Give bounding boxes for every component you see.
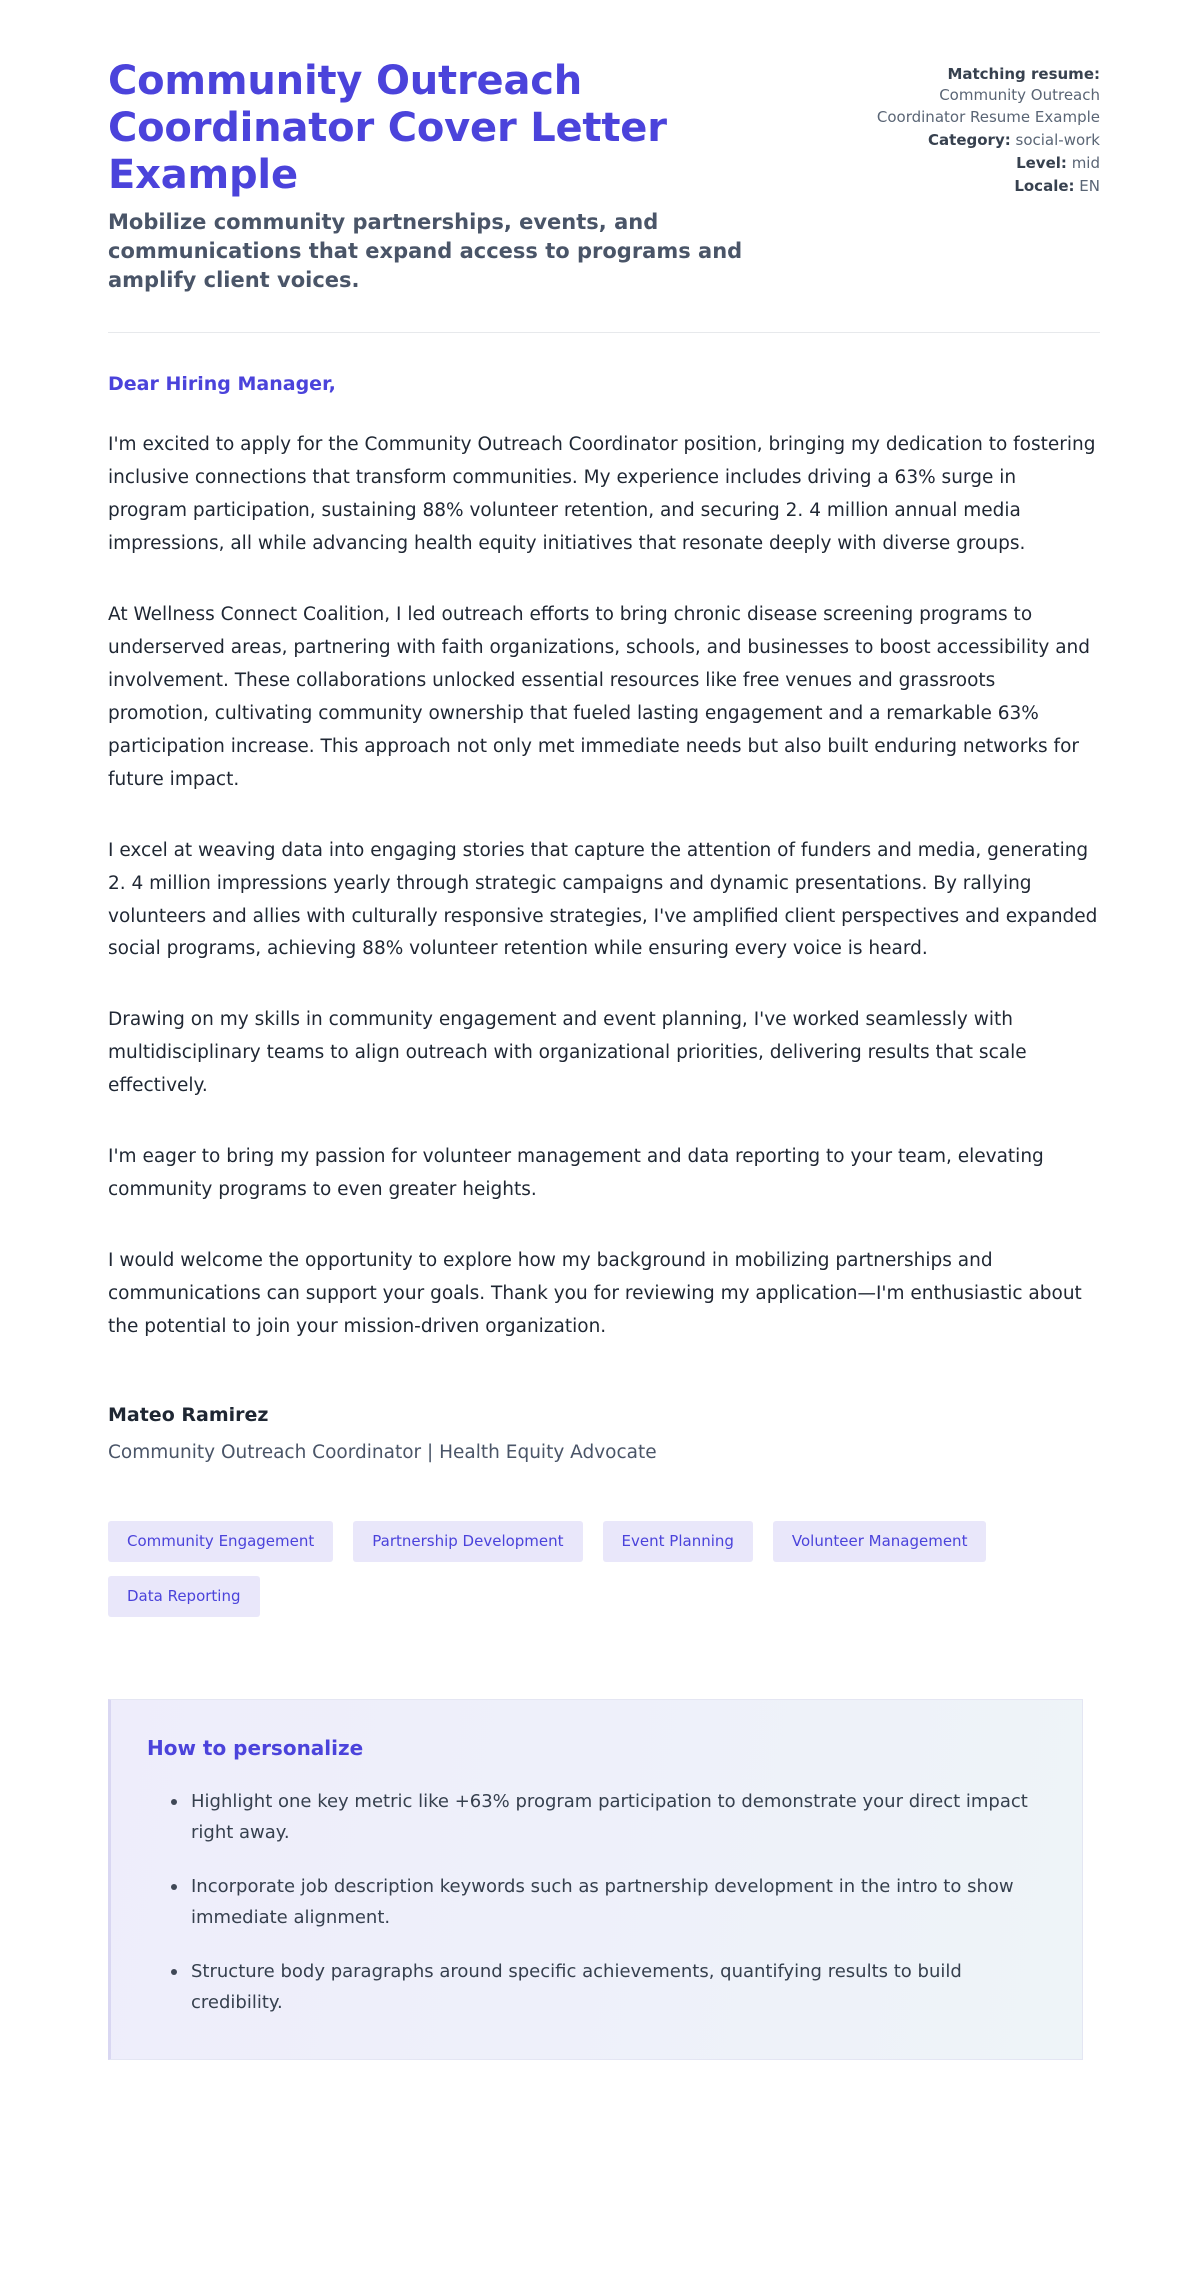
skill-tag[interactable]: Community Engagement (108, 1521, 333, 1562)
body-paragraph: Drawing on my skills in community engagement and event planning, I've worked seamlessly with multidisciplinary teams to align outreach with organizational priorities, delivering results that scale effectively. (108, 1009, 1027, 1097)
signature-role: Community Outreach Coordinator | Health Equity Advocate (108, 1441, 657, 1463)
how-to-personalize-callout (108, 1699, 1083, 2060)
body-paragraph: I'm eager to bring my passion for volunteer management and data reporting to your team, elevating community programs to even greater heights. (108, 1146, 1044, 1201)
meta-locale-value: EN (1079, 177, 1100, 196)
callout-title: How to personalize (147, 1735, 364, 1760)
callout-tip-item: Structure body paragraphs around specific achievements, quantifying results to build credibility. (171, 1956, 1042, 2019)
page-header (108, 58, 1100, 294)
meta-matching-resume-label: Matching resume: (947, 65, 1100, 83)
salutation: Dear Hiring Manager, (108, 373, 336, 396)
meta-level-value: mid (1071, 154, 1100, 173)
callout-tip-item: Highlight one key metric like +63% program participation to demonstrate your direct impact right away. (171, 1786, 1042, 1849)
body-paragraph: At Wellness Connect Coalition, I led outreach efforts to bring chronic disease screening programs to underserved areas, partnering with faith organizations, schools, and businesses to boost accessibility and involvement. These collaborations unlocked essential resources like free venues and grassroots promotion, cultivating community ownership that fueled lasting engagement and a remarkable 63% participation increase. This approach not only met immediate needs but also built enduring networks for future impact. (108, 604, 1091, 790)
callout-tip-item: Incorporate job description keywords such as partnership development in the intro to show immediate alignment. (171, 1871, 1042, 1934)
page-subtitle: Mobilize community partnerships, events, and communications that expand access to programs and amplify client voices. (108, 209, 743, 292)
meta-matching-resume (850, 64, 1100, 128)
meta-level (850, 153, 1100, 174)
body-paragraph: I would welcome the opportunity to explore how my background in mobilizing partnerships and communications can support your goals. Thank you for reviewing my application—I'm enthusiastic about the potential to join your mission-driven organization. (108, 1249, 1082, 1337)
body-paragraph: I excel at weaving data into engaging stories that capture the attention of funders and media, generating 2. 4 million impressions yearly through strategic campaigns and dynamic presentations. By rallying volunteers and allies with culturally responsive strategies, I've amplified client perspectives and expanded social programs, achieving 88% volunteer retention while ensuring every voice is heard. (108, 839, 1098, 960)
meta-category-label: Category: (928, 130, 1011, 149)
meta-locale-label: Locale: (1014, 177, 1075, 196)
signature-block (108, 1404, 1100, 1463)
cover-letter-body (108, 333, 1100, 1343)
header-text-block (108, 58, 788, 294)
meta-level-label: Level: (1016, 154, 1067, 173)
skill-tag[interactable]: Partnership Development (353, 1521, 582, 1562)
callout-tip-list (147, 1786, 1042, 2019)
skill-tag[interactable]: Data Reporting (108, 1576, 260, 1617)
meta-locale (850, 176, 1100, 197)
page-title: Community Outreach Coordinator Cover Letter Example (108, 58, 667, 199)
skill-tag-list (108, 1521, 1048, 1617)
meta-matching-resume-value: Community Outreach Coordinator Resume Example (876, 86, 1100, 126)
document-metadata (850, 58, 1100, 200)
signature-name: Mateo Ramirez (108, 1403, 269, 1426)
meta-category (850, 130, 1100, 151)
body-paragraph: I'm excited to apply for the Community Outreach Coordinator position, bringing my dedication to fostering inclusive connections that transform communities. My experience includes driving a 63% surge in program participation, sustaining 88% volunteer retention, and securing 2. 4 million annual media impressions, all while advancing health equity initiatives that resonate deeply with diverse groups. (108, 434, 1096, 555)
meta-category-value: social-work (1015, 130, 1100, 149)
skill-tag[interactable]: Event Planning (603, 1521, 753, 1562)
skill-tag[interactable]: Volunteer Management (773, 1521, 987, 1562)
